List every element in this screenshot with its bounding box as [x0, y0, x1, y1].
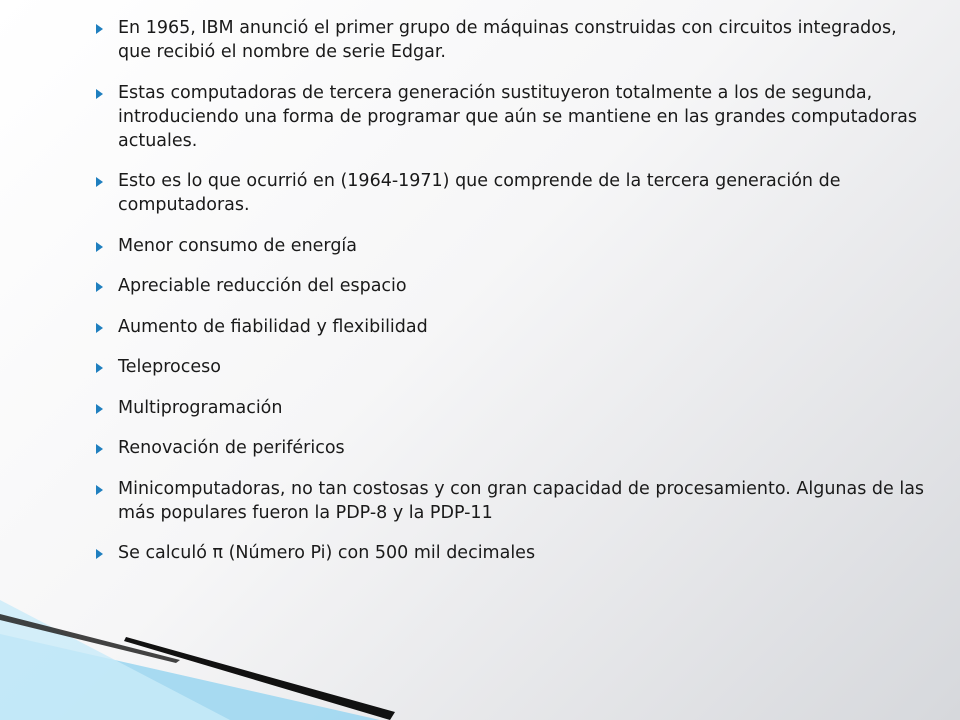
decor-dark-tail [0, 614, 180, 663]
bullet-item [96, 355, 931, 379]
bullet-item [96, 274, 931, 298]
bullet-arrow-icon [96, 444, 103, 454]
bullet-text: Se calculó π (Número Pi) con 500 mil decimales [118, 543, 536, 563]
bullet-arrow-icon [96, 363, 103, 373]
bullet-arrow-icon [96, 323, 103, 333]
bullet-item [96, 396, 931, 420]
decor-dark-stroke [124, 637, 395, 720]
bullet-text: Menor consumo de energía [118, 235, 358, 256]
bullet-text: En 1965, IBM anunció el primer grupo de máquinas construidas con circuitos integrados, que recibió el nombre de serie Edgar. [118, 18, 897, 62]
bullet-item [96, 477, 931, 525]
bullet-item [96, 234, 931, 258]
bullet-item [96, 436, 931, 460]
bullet-text: Estas computadoras de tercera generación sustituyeron totalmente a los de segunda, introduciendo una forma de programar que aún se mantiene en las grandes computadoras actuales. [118, 82, 918, 151]
decor-blue-wedge-light [0, 600, 230, 720]
bullet-item [96, 169, 931, 217]
bullet-text: Teleproceso [118, 357, 221, 377]
bullet-text: Renovación de periféricos [118, 438, 345, 458]
bullet-text: Multiprogramación [118, 397, 283, 418]
bullet-list [96, 16, 931, 582]
bullet-text: Esto es lo que ocurrió en (1964-1971) que comprende de la tercera generación de computadoras. [118, 171, 841, 215]
bullet-item [96, 81, 931, 153]
bullet-arrow-icon [96, 177, 103, 187]
bullet-arrow-icon [96, 485, 103, 495]
bullet-arrow-icon [96, 549, 103, 559]
bullet-arrow-icon [96, 89, 103, 99]
decor-blue-wedge [0, 634, 380, 720]
bullet-arrow-icon [96, 282, 103, 292]
bullet-text: Aumento de fiabilidad y flexibilidad [118, 316, 428, 337]
bullet-arrow-icon [96, 24, 103, 34]
bullet-item [96, 16, 931, 64]
bullet-item [96, 315, 931, 339]
bullet-text: Minicomputadoras, no tan costosas y con gran capacidad de procesamiento. Algunas de las más populares fueron la PDP-8 y la PDP-11 [118, 478, 925, 523]
bullet-item [96, 541, 931, 565]
bullet-arrow-icon [96, 404, 103, 414]
bullet-text: Apreciable reducción del espacio [118, 276, 407, 296]
bullet-arrow-icon [96, 242, 103, 252]
